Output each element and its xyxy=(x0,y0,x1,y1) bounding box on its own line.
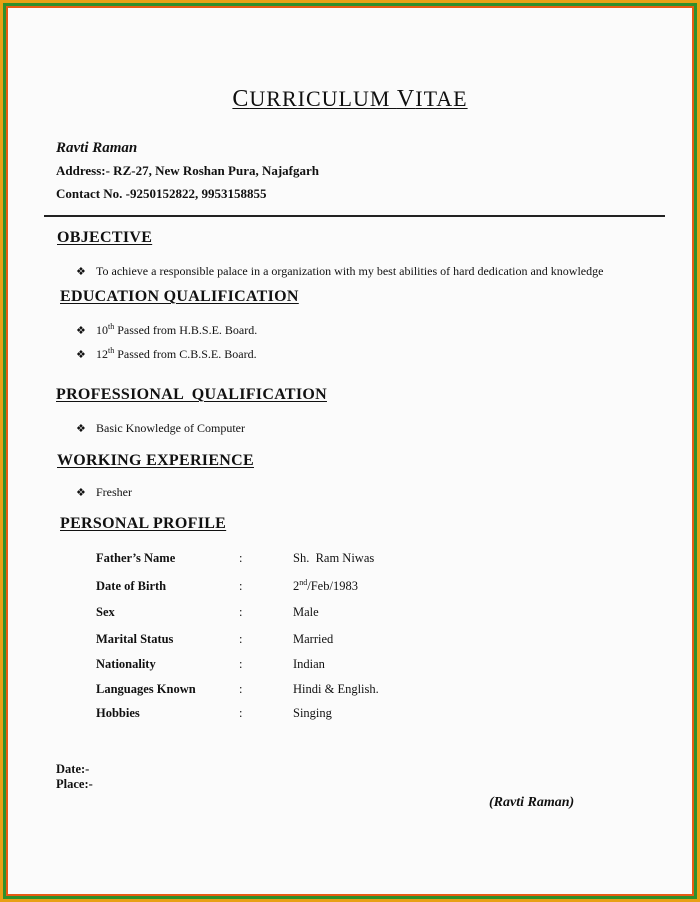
contact-line: Contact No. -9250152822, 9953158855 xyxy=(56,186,267,201)
profile-label: Sex xyxy=(96,605,115,619)
experience-item: ❖ Fresher xyxy=(76,485,132,499)
address-line: Address:- RZ-27, New Roshan Pura, Najafgarh xyxy=(56,163,320,178)
profile-colon: : xyxy=(239,682,243,696)
professional-item: ❖ Basic Knowledge of Computer xyxy=(76,421,245,435)
education-item: ❖ 12th Passed from C.B.S.E. Board. xyxy=(76,346,257,361)
education-heading: EDUCATION QUALIFICATION xyxy=(60,288,299,305)
experience-heading: WORKING EXPERIENCE xyxy=(57,452,254,469)
diamond-bullet-icon: ❖ xyxy=(76,487,86,499)
signature-name: (Ravti Raman) xyxy=(489,795,575,810)
profile-value: Married xyxy=(293,632,334,646)
profile-label: Marital Status xyxy=(96,632,174,646)
date-field: Date:- xyxy=(56,762,90,776)
profile-colon: : xyxy=(239,551,243,565)
objective-heading: OBJECTIVE xyxy=(57,229,153,246)
profile-colon: : xyxy=(239,657,243,671)
profile-label: Nationality xyxy=(96,657,156,671)
profile-label: Languages Known xyxy=(96,682,196,696)
profile-colon: : xyxy=(239,605,243,619)
education-item: ❖ 10th Passed from H.B.S.E. Board. xyxy=(76,322,258,337)
profile-value: Sh. Ram Niwas xyxy=(293,551,375,565)
profile-colon: : xyxy=(239,632,243,646)
profile-value: Singing xyxy=(293,706,332,720)
profile-colon: : xyxy=(239,706,243,720)
document-title: CURRICULUM VITAE xyxy=(232,86,468,112)
profile-label: Date of Birth xyxy=(96,579,167,593)
profile-value: Male xyxy=(293,605,319,619)
diamond-bullet-icon: ❖ xyxy=(76,423,86,435)
place-field: Place:- xyxy=(56,777,93,791)
candidate-name: Ravti Raman xyxy=(56,140,138,156)
profile-value: 2nd/Feb/1983 xyxy=(293,577,358,593)
diamond-bullet-icon: ❖ xyxy=(76,266,86,278)
personal-heading: PERSONAL PROFILE xyxy=(60,515,227,532)
diamond-bullet-icon: ❖ xyxy=(76,349,86,361)
profile-label: Hobbies xyxy=(96,706,140,720)
header-divider xyxy=(44,215,665,217)
profile-label: Father’s Name xyxy=(96,551,176,565)
profile-value: Hindi & English. xyxy=(293,682,379,696)
objective-item: ❖ To achieve a responsible palace in a organization with my best abilities of hard dedication and knowledge xyxy=(76,264,604,278)
profile-value: Indian xyxy=(293,657,325,671)
diamond-bullet-icon: ❖ xyxy=(76,325,86,337)
professional-heading: PROFESSIONAL QUALIFICATION xyxy=(56,386,327,403)
profile-colon: : xyxy=(239,579,243,593)
